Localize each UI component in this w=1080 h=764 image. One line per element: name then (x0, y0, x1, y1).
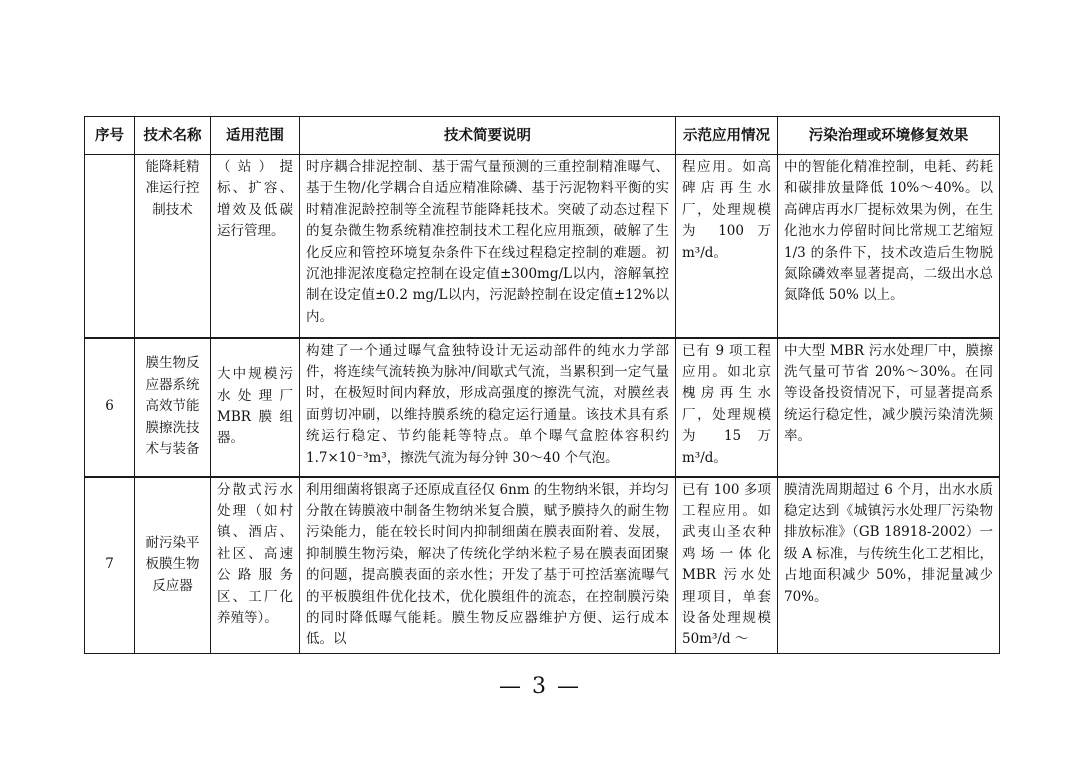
header-application: 示范应用情况 (676, 117, 778, 155)
row-tech-name: 耐污染平板膜生物反应器 (135, 477, 211, 654)
row-serial: 7 (85, 477, 135, 654)
row-description: 构建了一个通过曝气盒独特设计无运动部件的纯水力学部件，将连续气流转换为脉冲/间歇式气流，当累积到一定气量时，在极短时间内释放，形成高强度的擦洗气流，对膜丝表面剪切冲刷，以维持膜系统的稳定运行通量。该技术具有系统运行稳定、节约能耗等特点。单个曝气盒腔体容积约 1.7×10⁻³m³，擦洗气流为每分钟 30～40 个气泡。 (300, 338, 676, 477)
table-row (85, 338, 1000, 477)
header-tech-name: 技术名称 (135, 117, 211, 155)
row-effect: 膜清洗周期超过 6 个月，出水水质稳定达到《城镇污水处理厂污染物排放标准》（GB 18918-2002）一级 A 标准，与传统生化工艺相比，占地面积减少 50%，排泥量减少 70%。 (778, 477, 1000, 654)
row-application: 已有 9 项工程应用。如北京槐房再生水厂，处理规模为 15 万 m³/d。 (676, 338, 778, 477)
table-row (85, 155, 1000, 338)
table-row (85, 477, 1000, 654)
row-tech-name: 膜生物反应器系统高效节能膜擦洗技术与装备 (135, 338, 211, 477)
row-tech-name: 能降耗精准运行控制技术 (135, 155, 211, 338)
page-number: — 3 — (499, 674, 581, 699)
row-scope: （站）提标、扩容、增效及低碳运行管理。 (211, 155, 300, 338)
header-description: 技术简要说明 (300, 117, 676, 155)
header-scope: 适用范围 (211, 117, 300, 155)
header-effect: 污染治理或环境修复效果 (778, 117, 1000, 155)
technology-table (84, 116, 1000, 654)
row-description: 利用细菌将银离子还原成直径仅 6nm 的生物纳米银，并均匀分散在铸膜液中制备生物纳米复合膜，赋予膜持久的耐生物污染能力，能在较长时间内抑制细菌在膜表面附着、发展，抑制膜生物污染，解决了传统化学纳米粒子易在膜表面团聚的问题，提高膜表面的亲水性；开发了基于可控活塞流曝气的平板膜组件优化技术，优化膜组件的流态，在控制膜污染的同时降低曝气能耗。膜生物反应器维护方便、运行成本低。以 (300, 477, 676, 654)
row-application: 程应用。如高碑店再生水厂，处理规模为 100 万 m³/d。 (676, 155, 778, 338)
row-scope: 分散式污水处理（如村镇、酒店、社区、高速公路服务区、工厂化养殖等）。 (211, 477, 300, 654)
row-serial: 6 (85, 338, 135, 477)
row-application: 已有 100 多项工程应用。如武夷山圣农种鸡场一体化 MBR 污水处理项目，单套设备处理规模 50m³/d ～ (676, 477, 778, 654)
header-serial: 序号 (85, 117, 135, 155)
row-serial (85, 155, 135, 338)
table-header-row (85, 117, 1000, 155)
row-scope: 大中规模污水处理厂MBR膜组器。 (211, 338, 300, 477)
row-description: 时序耦合排泥控制、基于需气量预测的三重控制精准曝气、基于生物/化学耦合自适应精准除磷、基于污泥物料平衡的实时精准泥龄控制等全流程节能降耗技术。突破了动态过程下的复杂微生物系统精准控制技术工程化应用瓶颈，破解了生化反应和管控环境复杂条件下在线过程稳定控制的难题。初沉池排泥浓度稳定控制在设定值±300mg/L以内，溶解氧控制在设定值±0.2 mg/L以内，污泥龄控制在设定值±12%以内。 (300, 155, 676, 338)
row-effect: 中大型 MBR 污水处理厂中，膜擦洗气量可节省 20%～30%。在同等设备投资情况下，可显著提高系统运行稳定性，减少膜污染清洗频率。 (778, 338, 1000, 477)
row-effect: 中的智能化精准控制，电耗、药耗和碳排放量降低 10%～40%。以高碑店再水厂提标效果为例，在生化池水力停留时间比常规工艺缩短 1/3 的条件下，技术改造后生物脱氮除磷效率显著提高，二级出水总氮降低 50% 以上。 (778, 155, 1000, 338)
